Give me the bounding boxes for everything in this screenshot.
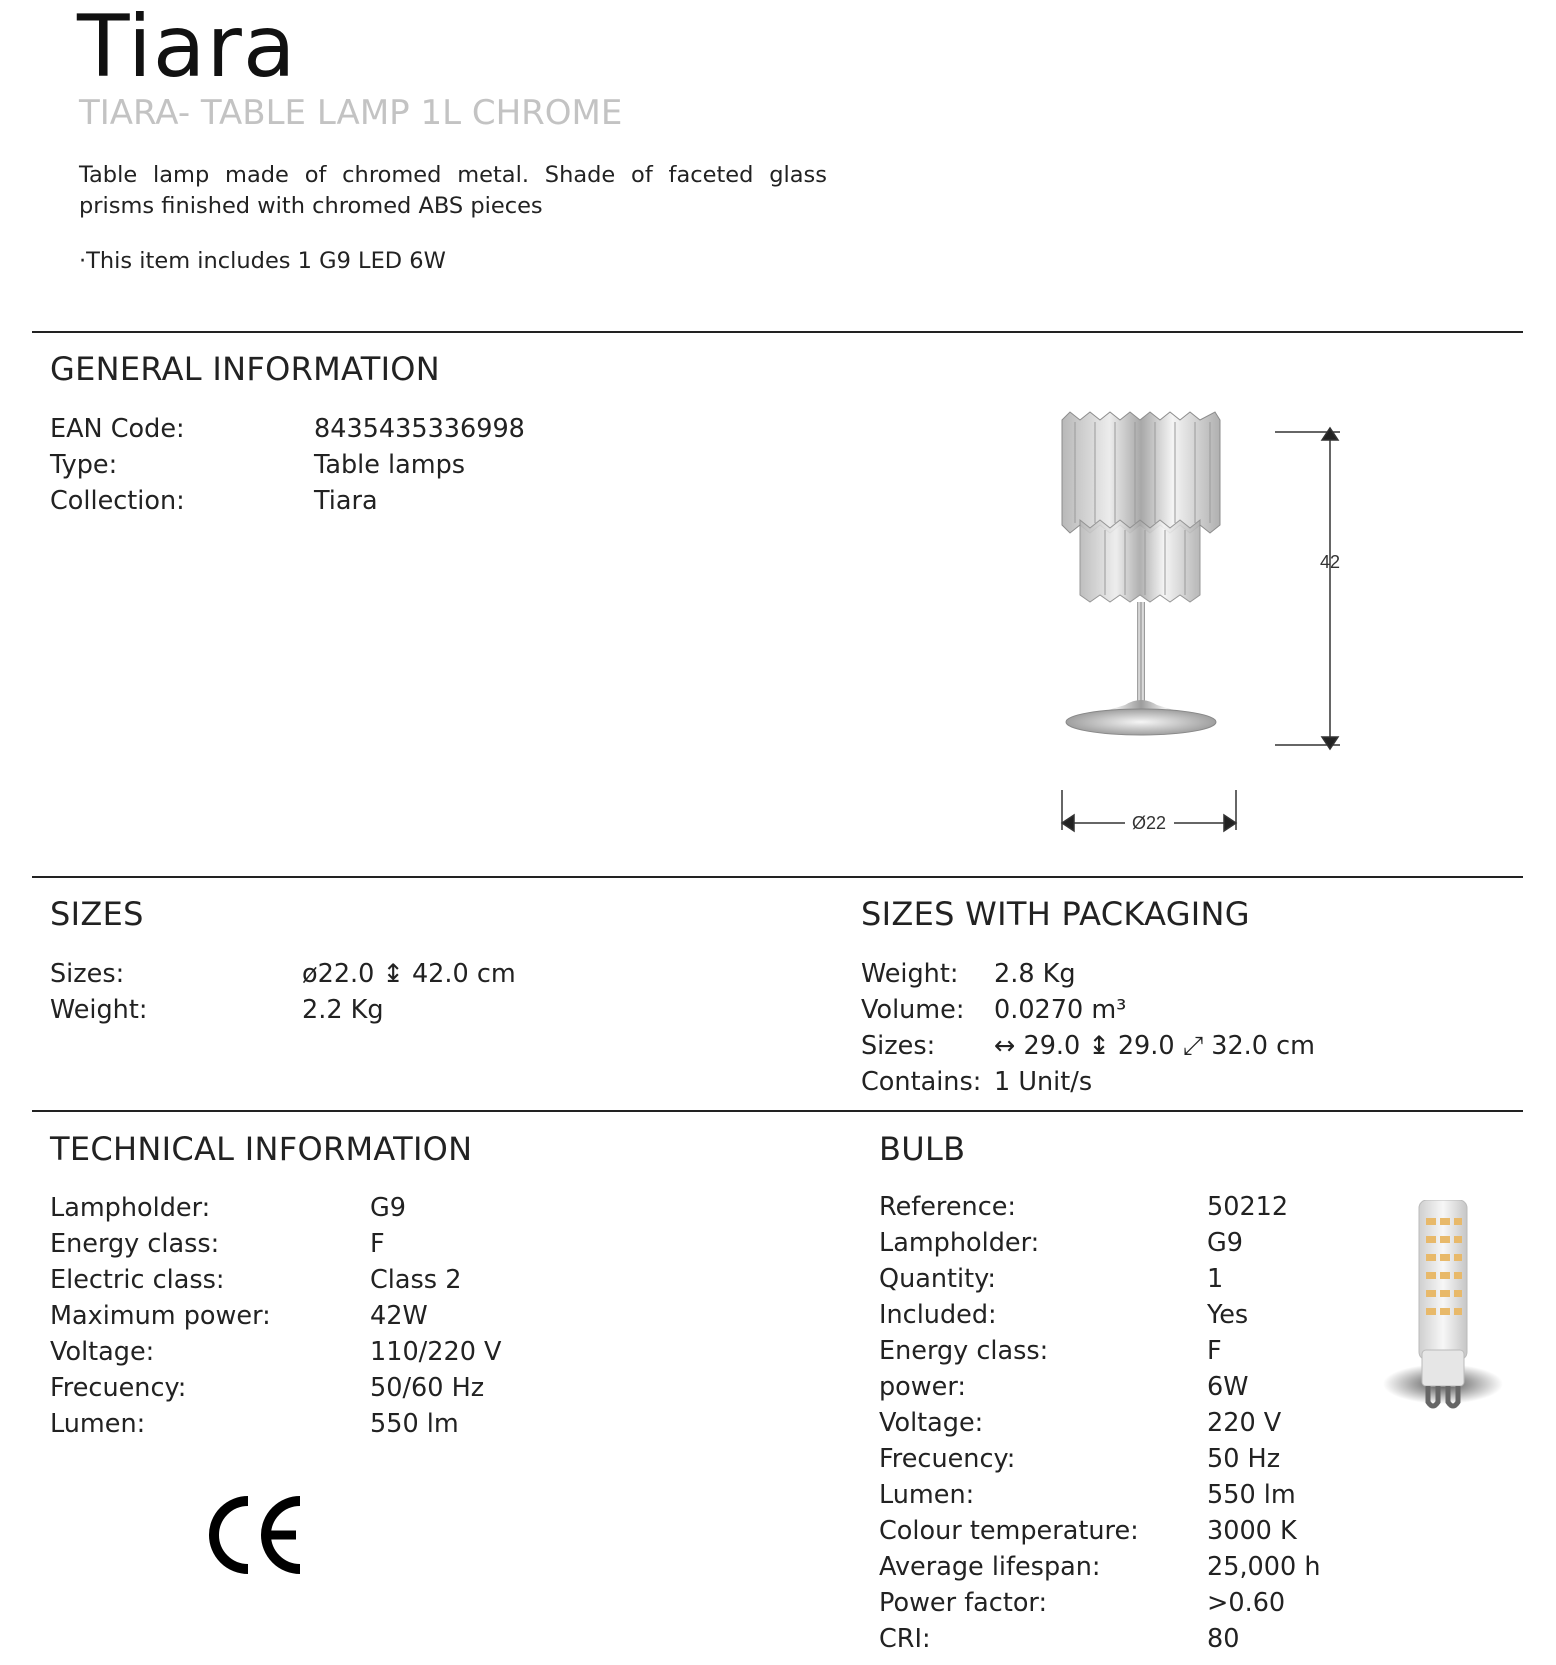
bulb-row — [879, 1585, 1379, 1621]
general-info-value: 8435435336998 — [314, 414, 525, 444]
technical-row — [50, 1334, 810, 1370]
product-title: Tiara — [77, 0, 297, 97]
product-description: Table lamp made of chromed metal. Shade of faceted glass prisms finished with chromed ABS pieces — [79, 162, 827, 219]
bulb-value: 220 V — [1207, 1408, 1282, 1438]
technical-value: 550 lm — [370, 1409, 459, 1439]
packaging-label: Contains: — [861, 1067, 982, 1097]
general-info-value: Tiara — [314, 486, 378, 516]
bulb-label: Power factor: — [879, 1588, 1048, 1618]
bulb-value: 550 lm — [1207, 1480, 1296, 1510]
general-info-heading: GENERAL INFORMATION — [50, 350, 441, 388]
g9-bulb-image — [1380, 1200, 1510, 1415]
bulb-value: 50 Hz — [1207, 1444, 1281, 1474]
general-info-label: EAN Code: — [50, 414, 185, 444]
technical-value: Class 2 — [370, 1265, 462, 1295]
general-info-row — [50, 411, 750, 447]
lamp-shade — [1062, 412, 1220, 602]
general-info-label: Type: — [50, 450, 118, 480]
technical-row — [50, 1190, 810, 1226]
height-dimension — [1275, 428, 1340, 749]
bulb-label: Quantity: — [879, 1264, 996, 1294]
general-info-row — [50, 447, 750, 483]
bulb-value: >0.60 — [1207, 1588, 1286, 1618]
bulb-label: Lumen: — [879, 1480, 975, 1510]
bulb-value: 50212 — [1207, 1192, 1289, 1222]
bulb-label: Reference: — [879, 1192, 1017, 1222]
technical-row — [50, 1370, 810, 1406]
divider — [32, 1110, 1523, 1112]
packaging-row — [861, 1028, 1521, 1064]
packaging-heading: SIZES WITH PACKAGING — [861, 895, 1250, 933]
bulb-row — [879, 1513, 1379, 1549]
technical-label: Energy class: — [50, 1229, 220, 1259]
bulb-label: CRI: — [879, 1624, 931, 1654]
bulb-label: Lampholder: — [879, 1228, 1040, 1258]
technical-row — [50, 1226, 810, 1262]
technical-row — [50, 1406, 810, 1442]
packaging-value: ↔ 29.0 ↨ 29.0 ⤢ 32.0 cm — [994, 1031, 1315, 1061]
bulb-label: Colour temperature: — [879, 1516, 1139, 1546]
sizes-label: Weight: — [50, 995, 148, 1025]
sizes-label: Sizes: — [50, 959, 125, 989]
bulb-label: Voltage: — [879, 1408, 984, 1438]
technical-heading: TECHNICAL INFORMATION — [50, 1130, 473, 1168]
bulb-label: Included: — [879, 1300, 997, 1330]
svg-text:CE: CE — [258, 1509, 260, 1510]
technical-label: Lumen: — [50, 1409, 146, 1439]
bulb-value: Yes — [1207, 1300, 1249, 1330]
technical-value: 42W — [370, 1301, 428, 1331]
sizes-row — [50, 956, 810, 992]
bulb-value: 6W — [1207, 1372, 1249, 1402]
packaging-row — [861, 992, 1521, 1028]
lamp-stem — [1137, 602, 1145, 710]
technical-row — [50, 1262, 810, 1298]
technical-value: G9 — [370, 1193, 406, 1223]
general-info-label: Collection: — [50, 486, 185, 516]
bulb-row — [879, 1405, 1379, 1441]
general-info-row — [50, 483, 750, 519]
packaging-row — [861, 1064, 1521, 1100]
bulb-label: Energy class: — [879, 1336, 1049, 1366]
general-info-value: Table lamps — [314, 450, 466, 480]
sizes-heading: SIZES — [50, 895, 144, 933]
packaging-label: Volume: — [861, 995, 965, 1025]
technical-label: Frecuency: — [50, 1373, 187, 1403]
bulb-row — [879, 1441, 1379, 1477]
packaging-value: 0.0270 m³ — [994, 995, 1127, 1025]
technical-row — [50, 1298, 810, 1334]
bulb-row — [879, 1189, 1379, 1225]
sizes-value: 2.2 Kg — [302, 995, 384, 1025]
technical-value: 50/60 Hz — [370, 1373, 485, 1403]
packaging-value: 1 Unit/s — [994, 1067, 1093, 1097]
lamp-dimension-drawing — [1040, 410, 1340, 840]
technical-label: Lampholder: — [50, 1193, 211, 1223]
bulb-label: Average lifespan: — [879, 1552, 1101, 1582]
included-note: ·This item includes 1 G9 LED 6W — [79, 248, 446, 274]
diameter-label: Ø22 — [1131, 813, 1167, 833]
bulb-row — [879, 1477, 1379, 1513]
packaging-value: 2.8 Kg — [994, 959, 1076, 989]
technical-label: Electric class: — [50, 1265, 225, 1295]
bulb-row — [879, 1261, 1379, 1297]
technical-label: Maximum power: — [50, 1301, 271, 1331]
bulb-row — [879, 1225, 1379, 1261]
divider — [32, 331, 1523, 333]
divider — [32, 876, 1523, 878]
height-label: 42 — [1319, 552, 1340, 572]
bulb-label: Frecuency: — [879, 1444, 1016, 1474]
packaging-row — [861, 956, 1521, 992]
sizes-row — [50, 992, 810, 1028]
bulb-value: 1 — [1207, 1264, 1224, 1294]
bulb-row — [879, 1333, 1379, 1369]
bulb-value: 3000 K — [1207, 1516, 1297, 1546]
technical-value: F — [370, 1229, 385, 1259]
bulb-row — [879, 1549, 1379, 1585]
bulb-label: power: — [879, 1372, 966, 1402]
bulb-row — [879, 1621, 1379, 1657]
ce-mark-icon — [208, 1495, 308, 1575]
packaging-label: Sizes: — [861, 1031, 936, 1061]
product-subtitle: TIARA- TABLE LAMP 1L CHROME — [79, 93, 623, 133]
lamp-base — [1066, 709, 1216, 735]
bulb-row — [879, 1297, 1379, 1333]
bulb-value: 80 — [1207, 1624, 1240, 1654]
bulb-value: 25,000 h — [1207, 1552, 1321, 1582]
sizes-value: ø22.0 ↨ 42.0 cm — [302, 959, 516, 989]
bulb-value: F — [1207, 1336, 1222, 1366]
packaging-label: Weight: — [861, 959, 959, 989]
bulb-row — [879, 1369, 1379, 1405]
technical-label: Voltage: — [50, 1337, 155, 1367]
bulb-value: G9 — [1207, 1228, 1243, 1258]
bulb-heading: BULB — [879, 1130, 966, 1168]
technical-value: 110/220 V — [370, 1337, 502, 1367]
